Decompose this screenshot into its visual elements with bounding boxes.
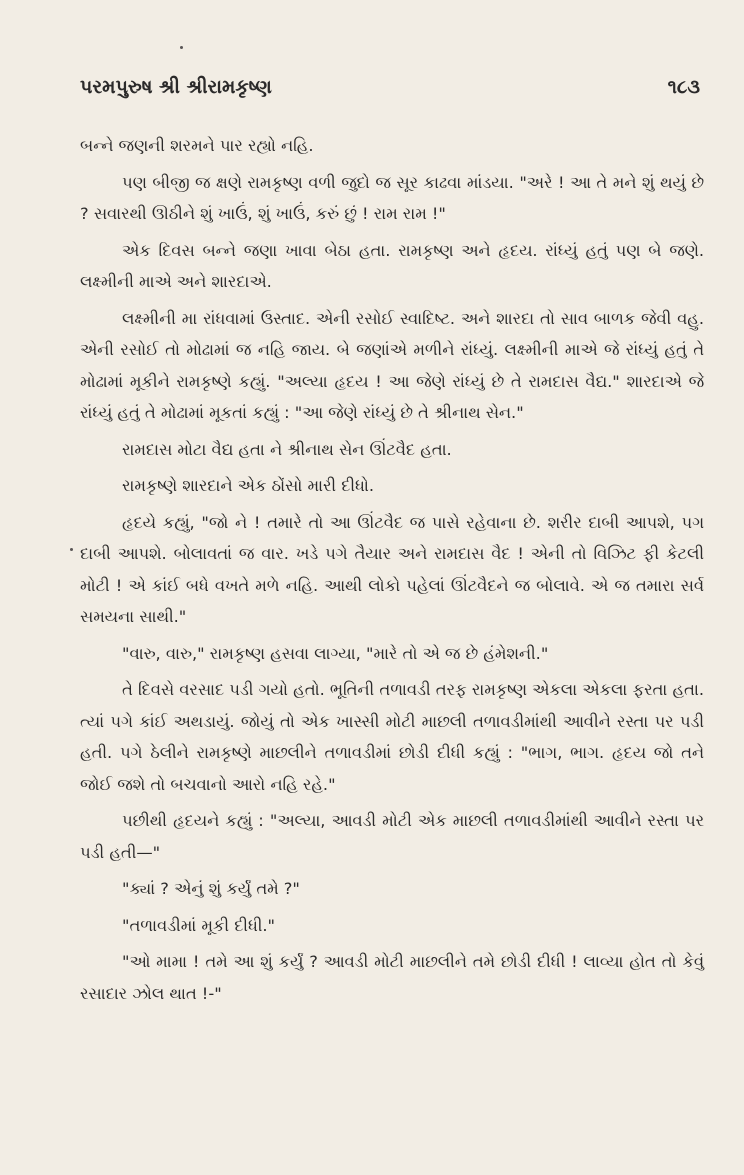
page-number: ૧૮૩ xyxy=(667,76,700,98)
paragraph: "ઓ મામા ! તમે આ શું કર્યું ? આવડી મોટી માછલીને તમે છોડી દીધી ! લાવ્યા હોત તો કેવું રસાદાર ઝોલ થાત !-" xyxy=(80,952,704,1003)
paragraph: પણ બીજી જ ક્ષણે રામકૃષ્ણ વળી જુદો જ સૂર કાઢવા માંડયા. "અરે ! આ તે મને શું થયું છે ? સવારથી ઊઠીને શું ખાઉં, શું ખાઉં, કરું છું ! રામ રામ !" xyxy=(80,172,704,223)
paragraph: "વારુ, વારુ," રામકૃષ્ણ હસવા લાગ્યા, "મારે તો એ જ છે હંમેશની." xyxy=(122,643,549,663)
page-body xyxy=(80,130,704,1014)
paper-speck xyxy=(180,46,183,49)
paragraph: હૃદયે કહ્યું, "જો ને ! તમારે તો આ ઊંટવૈદ જ પાસે રહેવાના છે. શરીર દાબી આપશે, પગ દાબી આપશે. બોલાવતાં જ વાર. ખડે પગે તૈયાર અને રામદાસ વૈદ ! એની તો વિઝિટ ફી કેટલી મોટી ! એ કાંઈ બધે વખતે મળે નહિ. આથી લોકો પહેલાં ઊંટવૈદને જ બોલાવે. એ જ તમારા સર્વ સમયના સાથી." xyxy=(80,512,704,626)
running-title: પરમપુરુષ શ્રી શ્રીરામકૃષ્ણ xyxy=(80,76,272,98)
paragraph: રામકૃષ્ણે શારદાને એક ઠોંસો મારી દીધો. xyxy=(122,476,374,495)
running-header xyxy=(80,76,700,98)
paragraph: તે દિવસે વરસાદ પડી ગયો હતો. ભૂતિની તળાવડી તરફ રામકૃષ્ણ એકલા એકલા ફરતા હતા. ત્યાં પગે કાંઈ અથડાયું. જોયું તો એક ખાસ્સી મોટી માછલી તળાવડીમાંથી આવીને રસ્તા પર પડી હતી. પગે ઠેલીને રામકૃષ્ણે માછલીને તળાવડીમાં છોડી દીધી કહ્યું : "ભાગ, ભાગ. હૃદય જો તને જોઈ જશે તો બચવાનો આરો નહિ રહે." xyxy=(80,680,704,794)
paragraph: "ક્યાં ? એનું શું કર્યું તમે ?" xyxy=(122,879,300,898)
paragraph: લક્ષ્મીની મા રાંધવામાં ઉસ્તાદ. એની રસોઈ સ્વાદિષ્ટ. અને શારદા તો સાવ બાળક જેવી વહુ. એની રસોઈ તો મોઢામાં જ નહિ જાય. બે જણાંએ મળીને રાંધ્યું. લક્ષ્મીની માએ જે રાંધ્યું હતું તે મોઢામાં મૂકીને રામકૃષ્ણે કહ્યું. "અલ્યા હૃદય ! આ જેણે રાંધ્યું છે તે રામદાસ વૈદ્ય." શારદાએ જે રાંધ્યું હતું તે મોઢામાં મૂકતાં કહ્યું : "આ જેણે રાંધ્યું છે તે શ્રીનાથ સેન." xyxy=(80,308,704,422)
paper-speck xyxy=(70,548,73,551)
paragraph: બન્ને જણની શરમને પાર રહ્યો નહિ. xyxy=(80,136,314,155)
paragraph: રામદાસ મોટા વૈદ્ય હતા ને શ્રીનાથ સેન ઊંટવૈદ હતા. xyxy=(122,439,452,459)
paragraph: એક દિવસ બન્ને જણા ખાવા બેઠા હતા. રામકૃષ્ણ અને હૃદય. રાંધ્યું હતું પણ બે જણે. લક્ષ્મીની માએ અને શારદાએ. xyxy=(80,240,704,291)
paragraph: પછીથી હૃદયને કહ્યું : "અલ્યા, આવડી મોટી એક માછલી તળાવડીમાંથી આવીને રસ્તા પર પડી હતી—" xyxy=(80,811,704,862)
paragraph: "તળાવડીમાં મૂકી દીધી." xyxy=(122,915,276,935)
